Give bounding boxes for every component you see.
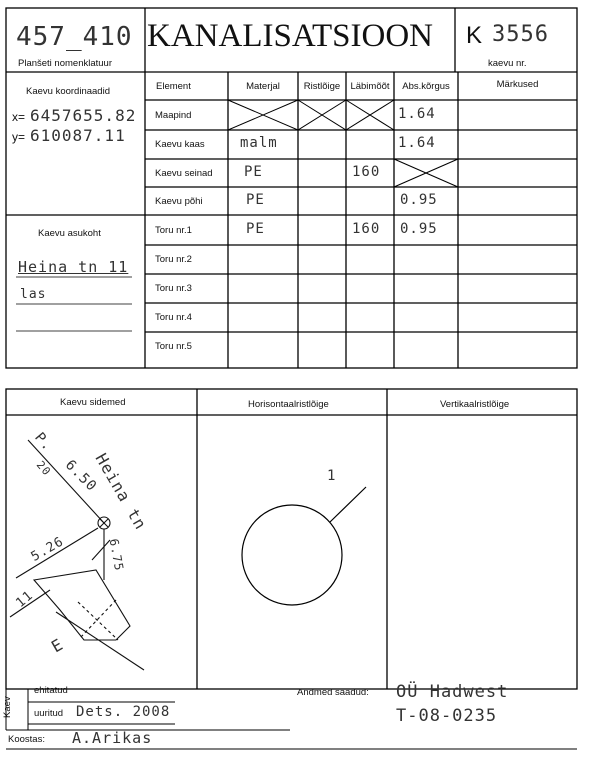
row-element: Toru nr.1	[155, 225, 192, 236]
row-element: Toru nr.2	[155, 254, 192, 265]
x-label: x=	[12, 110, 26, 124]
compiled-value: A.Arikas	[72, 729, 153, 747]
surveyed-label: uuritud	[34, 708, 64, 719]
data-from-value: OÜ Hadwest	[396, 682, 509, 702]
manhole-circle	[242, 487, 366, 605]
row-element: Kaevu seinad	[155, 168, 213, 179]
sketch-d5: E	[47, 634, 67, 657]
row-height: 1.64	[398, 135, 436, 151]
sketch-d4: 11	[13, 588, 37, 611]
page-title: KANALISATSIOON	[147, 18, 433, 54]
x-value: 6457655.82	[30, 106, 137, 125]
sketch-street: Heina tn	[91, 450, 151, 534]
sheet-number: 457_410	[16, 22, 133, 52]
well-caption: kaevu nr.	[488, 58, 527, 69]
sketch-d1: 6.50	[61, 457, 100, 495]
built-label: ehitatud	[34, 685, 68, 696]
horizontal-label: Horisontaalristlõige	[248, 399, 329, 410]
y-value: 610087.11	[30, 126, 126, 145]
surveyed-value: Dets. 2008	[76, 704, 171, 720]
well-number: 3556	[492, 22, 549, 47]
row-element: Toru nr.4	[155, 312, 192, 323]
col-cross-section: Ristlõige	[303, 81, 341, 92]
col-notes: Märkused	[496, 79, 539, 90]
row-height: 1.64	[398, 106, 436, 122]
compiled-label: Koostas:	[8, 734, 45, 745]
row-element: Kaevu põhi	[155, 196, 203, 207]
row-material: PE	[244, 164, 263, 180]
location-line1: Heina tn 11	[18, 258, 129, 276]
location-line2: las	[20, 287, 47, 302]
row-material: malm	[240, 135, 278, 151]
row-element: Kaevu kaas	[155, 139, 205, 150]
sketch-d2: 5.26	[28, 534, 67, 565]
row-material: PE	[246, 192, 265, 208]
row-height: 0.95	[400, 221, 438, 237]
sketch-d6: 20	[33, 458, 54, 479]
row-material: PE	[246, 221, 265, 237]
col-material: Materjal	[246, 81, 280, 92]
row-element: Maapind	[155, 110, 192, 121]
col-diameter: Läbimõõt	[350, 81, 390, 92]
col-abs-height: Abs.kõrgus	[402, 81, 450, 92]
links-label: Kaevu sidemed	[60, 397, 126, 408]
kaev-label: Kaev	[2, 696, 13, 718]
location-label: Kaevu asukoht	[38, 228, 101, 239]
data-code: T-08-0235	[396, 706, 498, 726]
coords-label: Kaevu koordinaadid	[26, 86, 110, 97]
data-from-label: Andmed saadud:	[297, 687, 369, 698]
well-prefix: K	[466, 22, 483, 49]
sheet-caption: Planšeti nomenklatuur	[18, 58, 112, 69]
pipe-number: 1	[327, 468, 337, 484]
sketch-point: P.	[31, 429, 56, 455]
row-diameter: 160	[352, 221, 381, 237]
sketch-d3: 6.75	[106, 537, 127, 573]
row-element: Toru nr.5	[155, 341, 192, 352]
row-element: Toru nr.3	[155, 283, 192, 294]
y-label: y=	[12, 130, 26, 144]
row-height: 0.95	[400, 192, 438, 208]
vertical-label: Vertikaalristlõige	[440, 399, 510, 410]
row-diameter: 160	[352, 164, 381, 180]
col-element: Element	[156, 81, 191, 92]
